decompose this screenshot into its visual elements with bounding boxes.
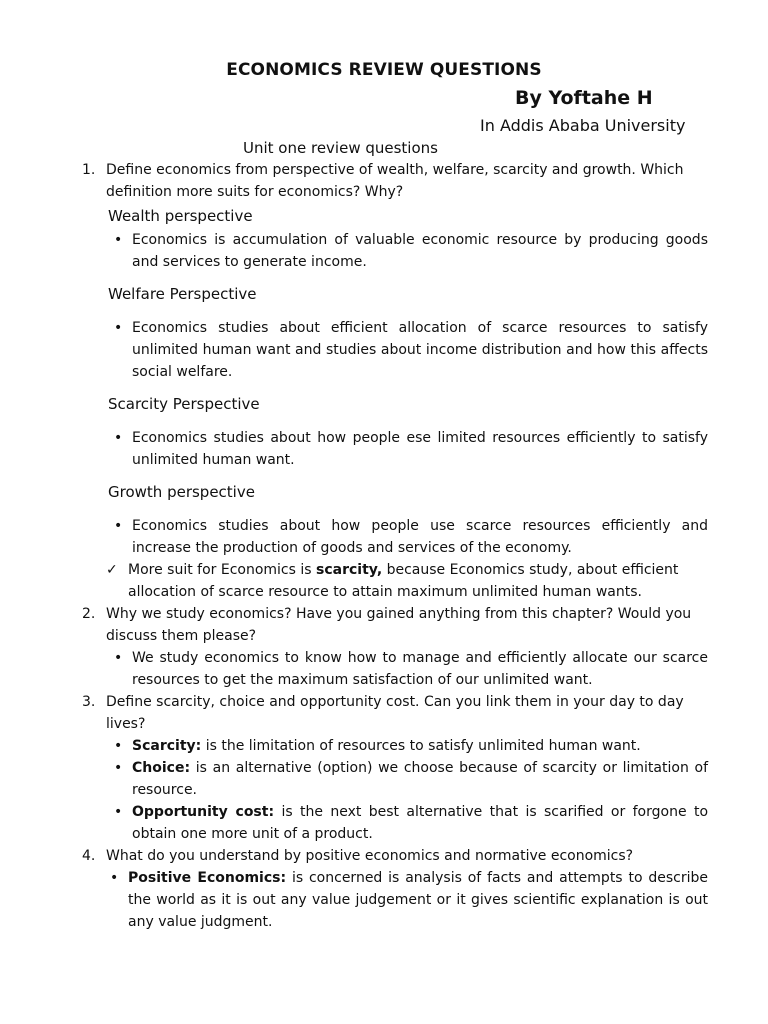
welfare-heading: Welfare Perspective — [108, 285, 257, 303]
bullet-icon: • — [114, 804, 123, 820]
unit-heading: Unit one review questions — [243, 139, 438, 157]
term-label: Opportunity cost: — [132, 804, 275, 820]
author-line: By Yoftahe H — [515, 87, 653, 109]
bullet-icon: • — [114, 320, 123, 336]
answer-text: We study economics to know how to manage and efficiently allocate our scarce resources to get the maximum satisfaction of our unlimited want. — [132, 650, 708, 688]
conclusion-item — [82, 559, 708, 603]
term-label: Choice: — [132, 760, 191, 776]
question-number: 1. — [82, 162, 96, 178]
term-definition: is the limitation of resources to satisfy unlimited human want. — [201, 738, 641, 754]
answer-text: Economics studies about how people ese limited resources efficiently to satisfy unlimited human want. — [132, 430, 708, 468]
choice-definition — [82, 757, 708, 801]
conclusion-text-start: More suit for Economics is — [128, 562, 317, 578]
document-title: ECONOMICS REVIEW QUESTIONS — [226, 60, 542, 80]
growth-answer — [82, 515, 708, 559]
question-4 — [82, 845, 708, 867]
bullet-icon: • — [114, 518, 123, 534]
bullet-icon: • — [114, 232, 123, 248]
bullet-icon: • — [110, 870, 119, 886]
question-number: 3. — [82, 694, 96, 710]
study-answer — [82, 647, 708, 691]
term-definition: is concerned is analysis of facts and attempts to describe the world as it is out any value judgement or it gives scientific explanation is out any value judgment. — [128, 870, 709, 930]
conclusion-emphasis: scarcity, — [316, 562, 383, 578]
wealth-heading: Wealth perspective — [108, 207, 253, 225]
questions-list — [82, 159, 708, 933]
affiliation-line: In Addis Ababa University — [480, 116, 686, 135]
scarcity-answer — [82, 427, 708, 471]
term-label: Scarcity: — [132, 738, 202, 754]
term-definition: is the next best alternative that is scarified or forgone to obtain one more unit of a product. — [132, 804, 709, 842]
growth-heading: Growth perspective — [108, 483, 255, 501]
scarcity-definition — [82, 735, 708, 757]
question-1 — [82, 159, 708, 203]
welfare-answer — [82, 317, 708, 383]
term-definition: is an alternative (option) we choose because of scarcity or limitation of resource. — [132, 760, 708, 798]
positive-economics-definition — [82, 867, 708, 933]
bullet-icon: • — [114, 738, 123, 754]
question-number: 4. — [82, 848, 96, 864]
answer-text: Economics is accumulation of valuable economic resource by producing goods and services to generate income. — [132, 232, 708, 270]
scarcity-heading: Scarcity Perspective — [108, 395, 260, 413]
answer-text: Economics studies about efficient allocation of scarce resources to satisfy unlimited human want and studies about income distribution and how this affects social welfare. — [132, 320, 708, 380]
question-text: Why we study economics? Have you gained anything from this chapter? Would you discuss them please? — [106, 606, 692, 644]
conclusion-text-end: because Economics study, about efficient allocation of scarce resource to attain maximum unlimited human wants. — [128, 562, 679, 600]
opportunity-cost-definition — [82, 801, 708, 845]
bullet-icon: • — [114, 650, 123, 666]
term-label: Positive Economics: — [128, 870, 287, 886]
question-3 — [82, 691, 708, 735]
question-text: What do you understand by positive economics and normative economics? — [106, 848, 634, 864]
question-2 — [82, 603, 708, 647]
question-text: Define scarcity, choice and opportunity cost. Can you link them in your day to day lives? — [106, 694, 684, 732]
question-number: 2. — [82, 606, 96, 622]
answer-text: Economics studies about how people use scarce resources efficiently and increase the production of goods and services of the economy. — [132, 518, 708, 556]
bullet-icon: • — [114, 430, 123, 446]
bullet-icon: • — [114, 760, 123, 776]
question-text: Define economics from perspective of wealth, welfare, scarcity and growth. Which definition more suits for economics? Why? — [106, 162, 684, 200]
checkmark-icon: ✓ — [106, 562, 118, 578]
wealth-answer — [82, 229, 708, 273]
